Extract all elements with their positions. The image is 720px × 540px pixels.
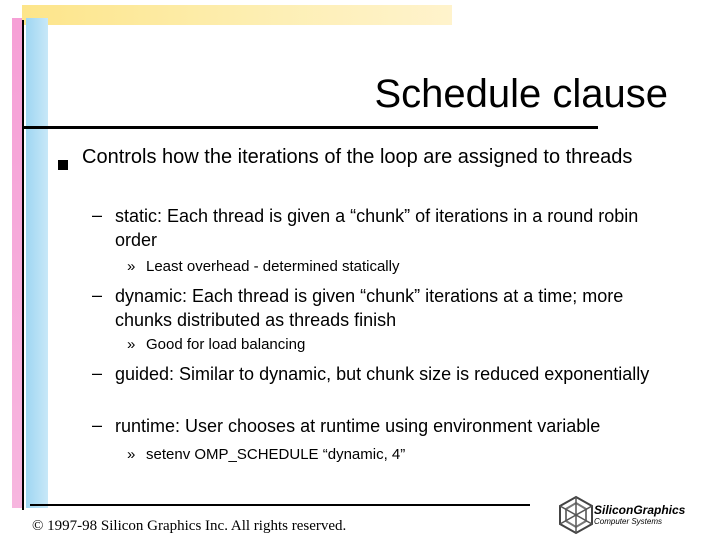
left-blue-bar: [26, 18, 48, 508]
dash-marker: –: [92, 285, 103, 305]
sub-bullet-dynamic: dynamic: Each thread is given “chunk” iterations at a time; more chunks distributed as threads finish: [115, 286, 624, 330]
detail-dynamic: Good for load balancing: [146, 336, 306, 353]
copyright-footer: © 1997-98 Silicon Graphics Inc. All rights reserved.: [32, 518, 347, 534]
raquo-marker: »: [127, 258, 136, 275]
raquo-marker: »: [127, 336, 136, 353]
slide-title: Schedule clause: [374, 72, 668, 116]
dash-marker: –: [92, 415, 103, 435]
bullet-text: Controls how the iterations of the loop are assigned to threads: [82, 146, 633, 168]
top-accent-bar: [22, 5, 452, 25]
sub-bullet-guided: guided: Similar to dynamic, but chunk size is reduced exponentially: [115, 364, 650, 384]
dash-marker: –: [92, 205, 103, 225]
sub-bullet-static: static: Each thread is given a “chunk” of iterations in a round robin order: [115, 206, 639, 250]
raquo-marker: »: [127, 446, 136, 463]
left-rule: [22, 20, 24, 510]
silicon-graphics-cube-icon: [556, 495, 596, 535]
logo-wordmark: SiliconGraphics: [594, 503, 686, 517]
detail-static: Least overhead - determined statically: [146, 258, 400, 275]
footer-rule: [30, 504, 530, 506]
title-underline: [22, 126, 598, 129]
sub-bullet-runtime: runtime: User chooses at runtime using environment variable: [115, 416, 601, 436]
detail-runtime: setenv OMP_SCHEDULE “dynamic, 4”: [146, 446, 406, 463]
logo-subtitle: Computer Systems: [594, 517, 663, 526]
square-bullet-icon: [58, 160, 68, 170]
dash-marker: –: [92, 363, 103, 383]
left-pink-bar: [12, 18, 22, 508]
